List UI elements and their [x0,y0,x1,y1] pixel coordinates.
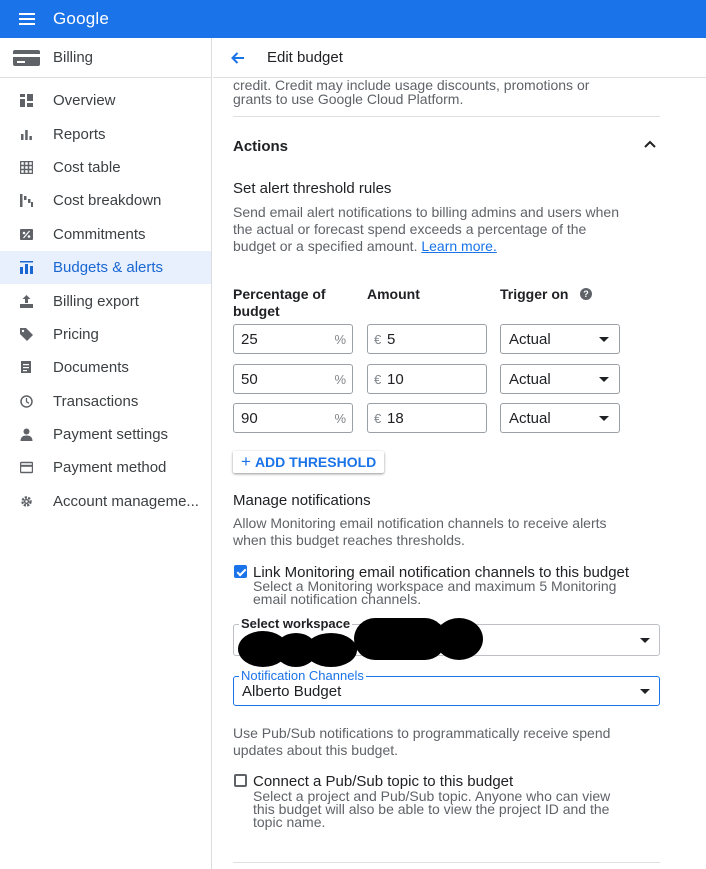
dropdown-caret-icon [599,416,609,421]
amount-input-field[interactable] [387,371,477,388]
sidebar [0,38,212,869]
percent-suffix: % [334,411,346,426]
description-line: updates about this budget. [233,742,399,758]
person-icon [20,428,33,441]
actions-title: Actions [233,138,289,155]
percentage-input-field[interactable] [241,331,331,348]
description-line: Allow Monitoring email notification channels to receive alerts [233,515,607,531]
link-monitoring-checkbox[interactable] [234,565,247,578]
sidebar-item-label: Reports [53,125,106,143]
sidebar-item-payment-settings[interactable] [0,418,211,451]
sidebar-item-label: Overview [53,92,116,110]
sidebar-header [0,38,211,78]
add-threshold-button[interactable] [233,451,384,473]
pubsub-label[interactable]: Connect a Pub/Sub topic to this budget [253,773,514,790]
hamburger-menu-icon[interactable] [19,12,37,26]
threshold-rules-title: Set alert threshold rules [233,180,392,197]
export-icon [20,295,33,308]
back-arrow-icon[interactable] [229,49,247,67]
credits-line: credit. Credit may include usage discounts, promotions or [233,78,590,93]
sidebar-item-label: Cost table [53,158,121,176]
amount-input[interactable] [367,324,487,354]
sidebar-nav [0,78,211,518]
trigger-select[interactable] [500,364,620,394]
notification-channels-value: Alberto Budget [242,683,342,700]
link-monitoring-description [253,580,616,606]
description-line: Use Pub/Sub notifications to programmatically receive spend [233,725,611,741]
credits-description [233,78,660,106]
amount-input-field[interactable] [387,410,477,427]
page-title: Edit budget [267,49,343,66]
sidebar-item-label: Payment method [53,459,167,477]
section-divider [233,862,660,863]
google-logo[interactable]: Google [53,9,110,28]
sidebar-item-label: Cost breakdown [53,192,162,210]
percentage-input[interactable] [233,364,353,394]
section-divider [233,116,660,117]
sidebar-item-documents[interactable] [0,351,211,384]
sidebar-item-label: Transactions [53,392,139,410]
description-line: topic name. [253,814,326,830]
trigger-select-value: Actual [509,371,551,388]
sidebar-item-label: Account manageme... [53,492,199,510]
description-line: budget or a specified amount. [233,238,418,254]
trigger-select[interactable] [500,324,620,354]
pubsub-checkbox[interactable] [234,774,247,787]
column-header-percentage [233,286,326,320]
description-line: the actual or forecast spend exceeds a percentage of the [233,221,587,237]
currency-prefix: € [374,332,382,347]
clock-icon [20,395,33,408]
dropdown-caret-icon [640,638,650,643]
sidebar-item-label: Budgets & alerts [53,259,164,277]
sidebar-item-label: Commitments [53,225,146,243]
trigger-select-value: Actual [509,331,551,348]
column-header-line: budget [233,303,280,319]
amount-input[interactable] [367,364,487,394]
workspace-select-label: Select workspace [241,616,351,631]
description-line: Select a Monitoring workspace and maximum 5 Monitoring [253,578,617,594]
manage-notifications-title: Manage notifications [233,492,371,509]
column-header-line: Percentage of [233,286,326,302]
trigger-select[interactable] [500,403,620,433]
card-icon [20,461,33,474]
top-app-bar [0,0,706,38]
threshold-rules-description [233,204,660,255]
percentage-input[interactable] [233,403,353,433]
link-monitoring-label[interactable]: Link Monitoring email notification channels to this budget [253,564,630,581]
percent-suffix: % [334,372,346,387]
commitments-icon [20,228,33,241]
budgets-icon [20,261,33,274]
tag-icon [20,328,33,341]
edit-budget-form [213,78,706,869]
percent-suffix: % [334,332,346,347]
sidebar-item-pricing[interactable] [0,318,211,351]
overview-icon [20,94,33,107]
pubsub-description [233,725,660,759]
sidebar-item-label: Billing export [53,292,139,310]
currency-prefix: € [374,411,382,426]
column-header-amount: Amount [367,286,420,302]
redaction-mark [354,618,446,660]
currency-prefix: € [374,372,382,387]
trigger-select-value: Actual [509,410,551,427]
sidebar-title: Billing [53,49,94,66]
amount-input-field[interactable] [387,331,477,348]
description-line: email notification channels. [253,591,422,607]
cost-table-icon [20,161,33,174]
manage-notifications-description [233,515,660,549]
dropdown-caret-icon [599,377,609,382]
sidebar-item-billing-export[interactable] [0,284,211,317]
sidebar-item-overview[interactable] [0,84,211,117]
add-threshold-label: ADD THRESHOLD [254,454,377,470]
reports-icon [20,128,33,141]
sidebar-item-account-management[interactable] [0,485,211,518]
pubsub-subtext [253,790,610,829]
sidebar-item-payment-method[interactable] [0,451,211,484]
sidebar-item-cost-breakdown[interactable] [0,184,211,217]
description-line: Select a project and Pub/Sub topic. Anyone who can view [253,788,611,804]
collapse-chevron-up-icon[interactable] [643,137,657,151]
redaction-mark [305,633,357,667]
sidebar-item-label: Pricing [53,325,99,343]
amount-input[interactable] [367,403,487,433]
description-line: Send email alert notifications to billing admins and users when [233,204,619,220]
column-header-trigger: Trigger on [500,286,569,302]
sidebar-item-label: Documents [53,359,129,377]
description-line: when this budget reaches thresholds. [233,532,465,548]
percentage-input[interactable] [233,324,353,354]
notification-channels-label: Notification Channels [241,668,364,683]
sidebar-item-transactions[interactable] [0,385,211,418]
description-line: this budget will also be able to view the project ID and the [253,801,610,817]
learn-more-link[interactable]: Learn more. [421,238,497,254]
sidebar-item-cost-table[interactable] [0,151,211,184]
document-icon [20,361,33,374]
redaction-mark [435,618,483,660]
credits-line: grants to use Google Cloud Platform. [233,91,464,107]
cost-breakdown-icon [20,194,33,207]
sidebar-item-label: Payment settings [53,426,169,444]
gear-icon [20,495,33,508]
sidebar-item-reports[interactable] [0,117,211,150]
sidebar-item-commitments[interactable] [0,218,211,251]
percentage-input-field[interactable] [241,410,331,427]
sidebar-item-budgets-alerts[interactable] [0,251,211,284]
dropdown-caret-icon [599,337,609,342]
percentage-input-field[interactable] [241,371,331,388]
plus-icon: + [241,452,251,471]
dropdown-caret-icon [640,689,650,694]
billing-card-icon [13,50,40,66]
help-icon[interactable]: ? [580,288,592,300]
page-header [213,38,706,78]
